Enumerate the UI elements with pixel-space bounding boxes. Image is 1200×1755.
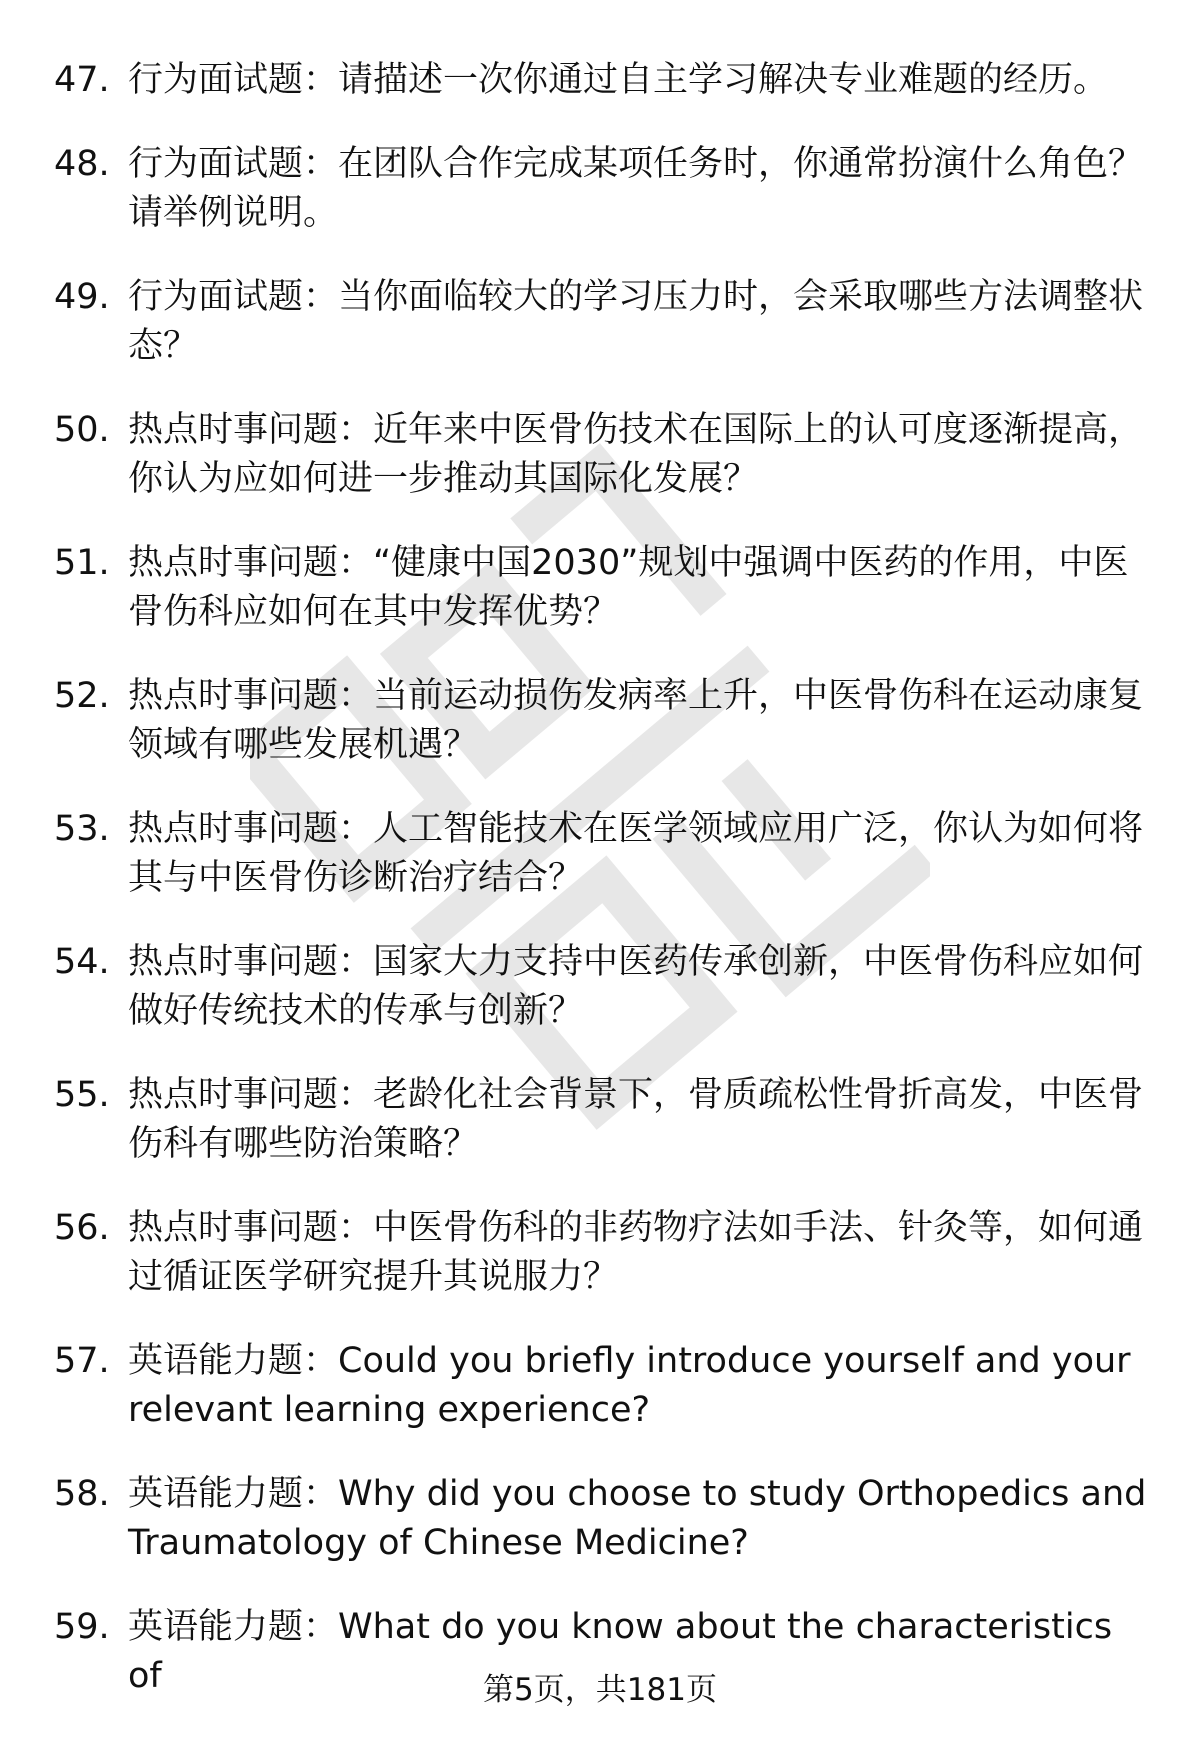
question-text: 热点时事问题：“健康中国2030”规划中强调中医药的作用，中医骨伤科应如何在其中发挥优势？ (128, 543, 1129, 632)
question-text: 英语能力题：Could you briefly introduce yourself and your relevant learning experience? (128, 1341, 1131, 1430)
question-text: 行为面试题：在团队合作完成某项任务时，你通常扮演什么角色？请举例说明。 (128, 144, 1144, 233)
question-number: 50. (54, 410, 110, 450)
question-item-47 (0, 56, 1200, 105)
question-list (0, 56, 1200, 1736)
question-text: 英语能力题：Why did you choose to study Orthopedics and Traumatology of Chinese Medicine? (128, 1474, 1147, 1563)
question-number: 58. (54, 1474, 110, 1514)
question-text: 热点时事问题：中医骨伤科的非药物疗法如手法、针灸等，如何通过循证医学研究提升其说服力？ (128, 1208, 1144, 1297)
question-number: 48. (54, 144, 110, 184)
question-number: 54. (54, 942, 110, 982)
question-number: 49. (54, 277, 110, 317)
question-item-50 (0, 406, 1200, 504)
question-item-54 (0, 938, 1200, 1036)
question-text: 热点时事问题：近年来中医骨伤技术在国际上的认可度逐渐提高，你认为应如何进一步推动其国际化发展？ (128, 410, 1144, 499)
question-item-53 (0, 805, 1200, 903)
question-number: 59. (54, 1607, 110, 1647)
question-item-48 (0, 140, 1200, 238)
question-text: 行为面试题：请描述一次你通过自主学习解决专业难题的经历。 (128, 60, 1109, 100)
question-item-52 (0, 672, 1200, 770)
question-number: 52. (54, 676, 110, 716)
question-number: 57. (54, 1341, 110, 1381)
question-number: 51. (54, 543, 110, 583)
question-item-56 (0, 1204, 1200, 1302)
question-text: 热点时事问题：国家大力支持中医药传承创新，中医骨伤科应如何做好传统技术的传承与创新？ (128, 942, 1144, 1031)
page-footer: 第5页，共181页 (483, 1672, 717, 1708)
question-item-49 (0, 273, 1200, 371)
question-number: 55. (54, 1075, 110, 1115)
question-number: 47. (54, 60, 110, 100)
question-item-57 (0, 1337, 1200, 1435)
question-text: 热点时事问题：人工智能技术在医学领域应用广泛，你认为如何将其与中医骨伤诊断治疗结合？ (128, 809, 1144, 898)
question-text: 英语能力题：What do you know about the characteristics of (128, 1607, 1113, 1696)
question-text: 行为面试题：当你面临较大的学习压力时，会采取哪些方法调整状态？ (128, 277, 1144, 366)
question-number: 56. (54, 1208, 110, 1248)
question-text: 热点时事问题：老龄化社会背景下，骨质疏松性骨折高发，中医骨伤科有哪些防治策略？ (128, 1075, 1144, 1164)
question-item-55 (0, 1071, 1200, 1169)
question-item-58 (0, 1470, 1200, 1568)
question-item-51 (0, 539, 1200, 637)
question-text: 热点时事问题：当前运动损伤发病率上升，中医骨伤科在运动康复领域有哪些发展机遇？ (128, 676, 1144, 765)
question-number: 53. (54, 809, 110, 849)
